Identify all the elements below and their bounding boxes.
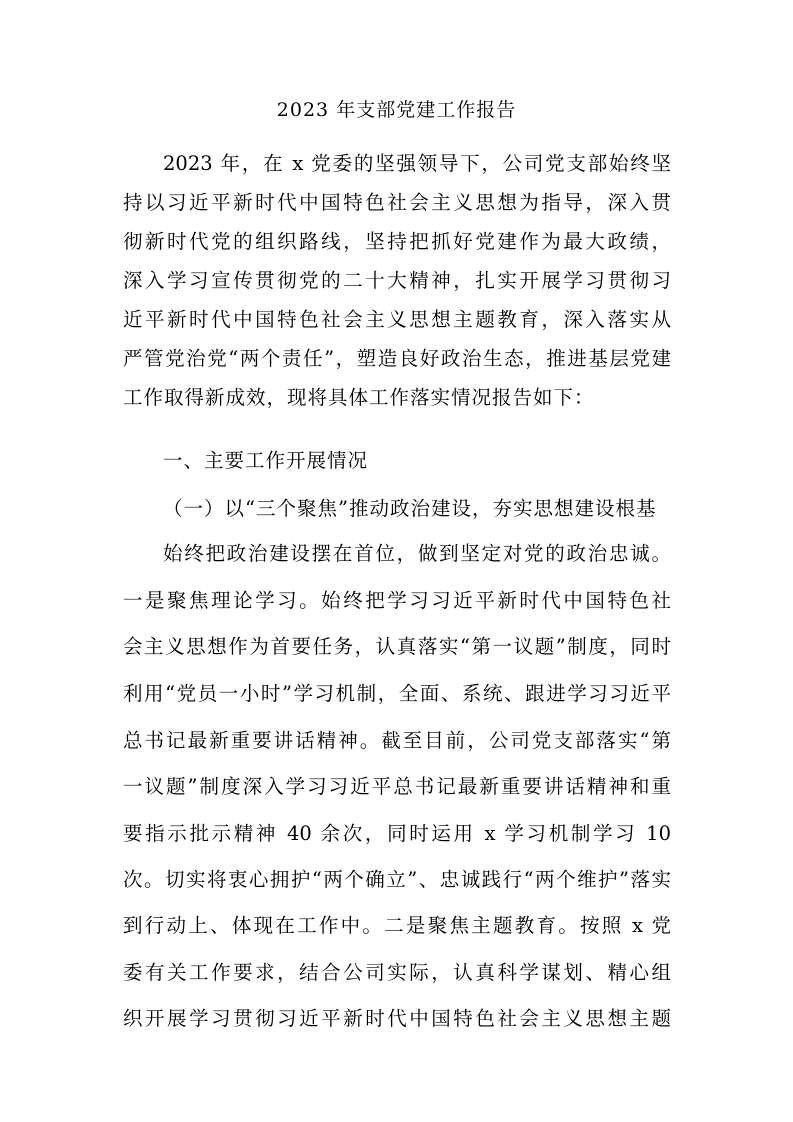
paragraph-line: 利用“党员一小时”学习机制，全面、系统、跟进学习习近平 bbox=[123, 682, 671, 705]
paragraph-line: 织开展学习贯彻习近平新时代中国特色社会主义思想主题 bbox=[123, 1007, 671, 1030]
paragraph-line: 总书记最新重要讲话精神。截至目前，公司党支部落实“第 bbox=[123, 729, 671, 752]
paragraph-line: 2023 年，在 x 党委的坚强领导下，公司党支部始终坚 bbox=[163, 152, 671, 175]
paragraph-line: 会主义思想作为首要任务，认真落实“第一议题”制度，同时 bbox=[123, 635, 671, 658]
paragraph-line: 一是聚焦理论学习。始终把学习习近平新时代中国特色社 bbox=[123, 589, 671, 612]
paragraph-line: 严管党治党“两个责任”，塑造良好政治生态，推进基层党建 bbox=[123, 347, 671, 370]
paragraph-line: 次。切实将衷心拥护“两个确立”、忠诚践行“两个维护”落实 bbox=[123, 868, 671, 891]
paragraph-line: 一议题”制度深入学习习近平总书记最新重要讲话精神和重 bbox=[123, 775, 671, 798]
paragraph-line: 近平新时代中国特色社会主义思想主题教育，深入落实从 bbox=[123, 308, 671, 331]
paragraph-line: 委有关工作要求，结合公司实际，认真科学谋划、精心组 bbox=[123, 961, 671, 984]
paragraph-line: 要指示批示精神 40 余次，同时运用 x 学习机制学习 10 bbox=[123, 822, 671, 845]
paragraph-line: 工作取得新成效，现将具体工作落实情况报告如下： bbox=[123, 386, 595, 409]
paragraph-line: 到行动上、体现在工作中。二是聚焦主题教育。按照 x 党 bbox=[123, 914, 671, 937]
document-title: 2023 年支部党建工作报告 bbox=[276, 99, 517, 121]
paragraph-line: 彻新时代党的组织路线，坚持把抓好党建作为最大政绩， bbox=[123, 230, 671, 253]
paragraph-line: 持以习近平新时代中国特色社会主义思想为指导，深入贯 bbox=[123, 191, 671, 214]
subsection-heading: （一）以“三个聚焦”推动政治建设，夯实思想建设根基 bbox=[163, 497, 657, 520]
paragraph-line: 深入学习宣传贯彻党的二十大精神，扎实开展学习贯彻习 bbox=[123, 269, 671, 292]
section-heading: 一、主要工作开展情况 bbox=[163, 449, 369, 472]
paragraph-line: 始终把政治建设摆在首位，做到坚定对党的政治忠诚。 bbox=[163, 542, 671, 565]
